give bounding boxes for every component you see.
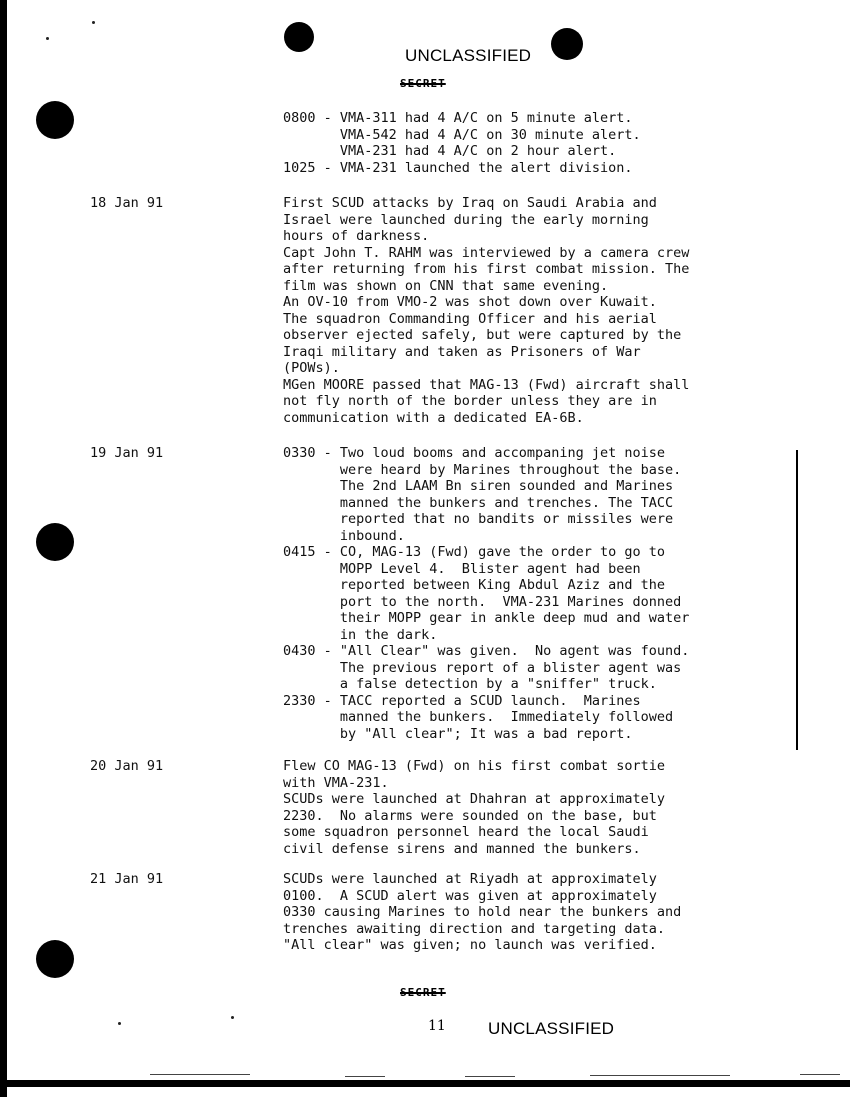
scan-edge-bottom bbox=[0, 1080, 850, 1087]
entry-text: SCUDs were launched at Riyadh at approximately 0100. A SCUD alert was given at approximately 0330 causing Marines to hold near the bunkers and trenches awaiting direction and targeting data. "All clear" was given; no launch was verified. bbox=[283, 871, 682, 953]
header-classification: UNCLASSIFIED bbox=[405, 46, 532, 65]
footer-classification: UNCLASSIFIED bbox=[488, 1019, 615, 1038]
scan-edge-left bbox=[0, 0, 7, 1097]
page-number: 11 bbox=[428, 1018, 446, 1034]
redaction-dot bbox=[551, 28, 583, 60]
entry-text: 0330 - Two loud booms and accompaning jet noise were heard by Marines throughout the base. The 2nd LAAM Bn siren sounded and Marines manned the bunkers and trenches. The TACC reported that no bandits or missiles were inbound. 0415 - CO, MAG-13 (Fwd) gave the order to go to MOPP Level 4. Blister agent had been reported between King Abdul Aziz and the port to the north. VMA-231 Marines donned their MOPP gear in ankle deep mud and water in the dark. 0430 - "All Clear" was given. No agent was found. The previous report of a blister agent was a false detection by a "sniffer" truck. 2330 - TACC reported a SCUD launch. Marines manned the bunkers. Immediately followed by "All clear"; It was a bad report. bbox=[283, 445, 690, 742]
punch-hole bbox=[36, 940, 74, 978]
speck bbox=[92, 21, 95, 24]
footer-secret-mark: SECRET bbox=[400, 986, 446, 999]
speck bbox=[231, 1016, 234, 1019]
scan-artifact bbox=[150, 1074, 250, 1075]
entry-date: 21 Jan 91 bbox=[90, 871, 164, 887]
speck bbox=[46, 37, 49, 40]
scan-artifact bbox=[465, 1076, 515, 1077]
margin-change-bar bbox=[796, 450, 798, 750]
punch-hole bbox=[36, 101, 74, 139]
entry-date: 18 Jan 91 bbox=[90, 195, 164, 211]
entry-text: First SCUD attacks by Iraq on Saudi Arabia and Israel were launched during the early morning hours of darkness. Capt John T. RAHM was interviewed by a camera crew after returning from his first combat mission. The film was shown on CNN that same evening. An OV-10 from VMO-2 was shot down over Kuwait. The squadron Commanding Officer and his aerial observer ejected safely, but were captured by the Iraqi military and taken as Prisoners of War (POWs). MGen MOORE passed that MAG-13 (Fwd) aircraft shall not fly north of the border unless they are in communication with a dedicated EA-6B. bbox=[283, 195, 690, 426]
entry-date: 20 Jan 91 bbox=[90, 758, 164, 774]
scan-artifact bbox=[590, 1075, 730, 1076]
header-secret-mark: SECRET bbox=[400, 77, 446, 90]
redaction-dot bbox=[284, 22, 314, 52]
entry-text: 0800 - VMA-311 had 4 A/C on 5 minute alert. VMA-542 had 4 A/C on 30 minute alert. VMA-231 had 4 A/C on 2 hour alert. 1025 - VMA-231 launched the alert division. bbox=[283, 110, 641, 176]
entry-date: 19 Jan 91 bbox=[90, 445, 164, 461]
punch-hole bbox=[36, 523, 74, 561]
scan-artifact bbox=[345, 1076, 385, 1077]
scan-artifact bbox=[800, 1074, 840, 1075]
entry-text: Flew CO MAG-13 (Fwd) on his first combat sortie with VMA-231. SCUDs were launched at Dhahran at approximately 2230. No alarms were sounded on the base, but some squadron personnel heard the local Saudi civil defense sirens and manned the bunkers. bbox=[283, 758, 666, 857]
speck bbox=[118, 1022, 121, 1025]
